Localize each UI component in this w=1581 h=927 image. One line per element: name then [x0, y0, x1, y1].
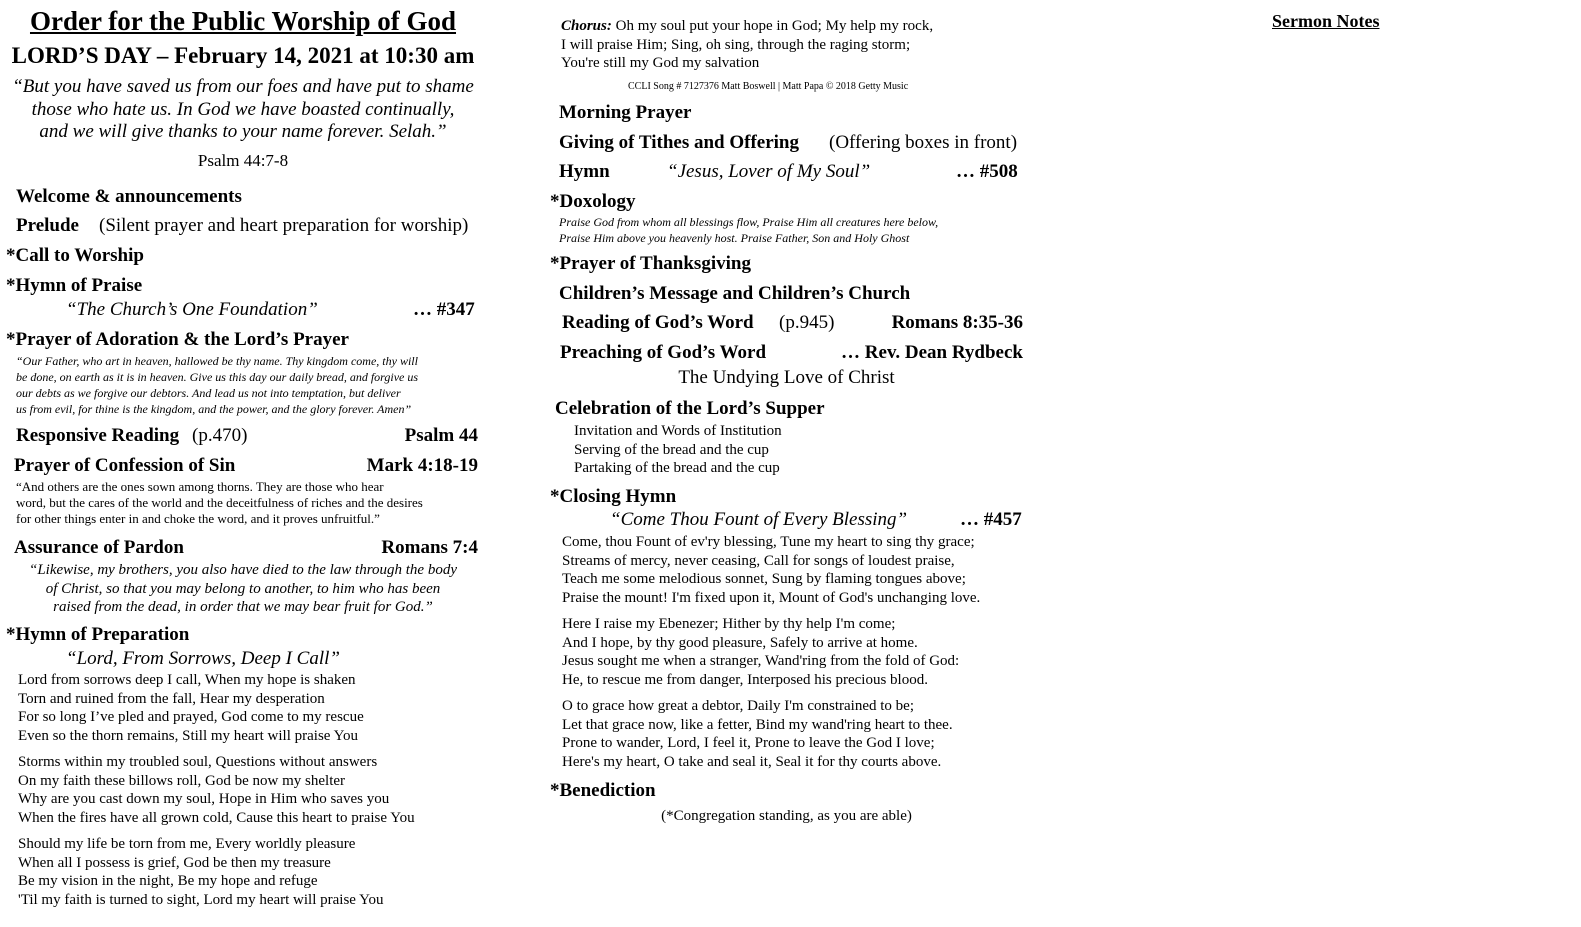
chorus-line	[561, 17, 933, 36]
hymn-verse	[18, 835, 383, 909]
verse-line: Let that grace now, like a fetter, Bind my wand'ring heart to thee.	[562, 716, 953, 733]
doxology-heading: *Doxology	[550, 191, 636, 212]
text-line: for other things enter in and choke the word, and it proves unfruitful.”	[16, 511, 380, 526]
verse-line: Storms within my troubled soul, Questions without answers	[18, 754, 378, 770]
list-item: Serving of the bread and the cup	[574, 441, 769, 458]
verse-line: Here I raise my Ebenezer; Hither by thy help I'm come;	[562, 616, 896, 632]
epigraph-reference: Psalm 44:7-8	[197, 151, 289, 170]
benediction-heading: *Benediction	[550, 780, 656, 801]
epigraph-line: those who hate us. In God we have boasted continually,	[31, 98, 455, 120]
reading-page: (p.945)	[779, 312, 835, 333]
hymn-title: “Jesus, Lover of My Soul”	[667, 161, 871, 182]
verse-line: When all I possess is grief, God be then my treasure	[18, 854, 331, 871]
childrens-message-heading: Children’s Message and Children’s Church	[559, 283, 911, 304]
prelude-heading: Prelude	[16, 215, 79, 236]
hymn-verse	[562, 697, 953, 771]
verse-line: Lord from sorrows deep I call, When my hope is shaken	[18, 672, 356, 688]
assurance-reference: Romans 7:4	[381, 537, 478, 558]
verse-line: Jesus sought me when a stranger, Wand'ring from the fold of God:	[562, 653, 960, 669]
verse-line: When the fires have all grown cold, Cause this heart to praise You	[18, 809, 415, 826]
service-date: LORD’S DAY – February 14, 2021 at 10:30 am	[11, 43, 475, 68]
text-line: raised from the dead, in order that we may bear fruit for God.”	[53, 599, 433, 615]
chorus-line: You're still my God my salvation	[561, 55, 760, 71]
hymn-of-preparation-heading: *Hymn of Preparation	[6, 624, 190, 645]
reading-heading: Reading of God’s Word	[562, 312, 754, 333]
verse-line: And I hope, by thy good pleasure, Safely to arrive at home.	[562, 634, 918, 651]
chorus	[561, 17, 933, 73]
doxology-text	[559, 214, 938, 246]
hymn-heading: Hymn	[559, 161, 610, 182]
morning-prayer-heading: Morning Prayer	[559, 102, 692, 123]
text-line: “Likewise, my brothers, you also have died to the law through the body	[28, 562, 457, 578]
lords-supper-items	[574, 422, 782, 478]
hymn-number: … #508	[956, 161, 1018, 182]
hymn-of-praise-title: “The Church’s One Foundation”	[66, 299, 318, 320]
prelude-note: (Silent prayer and heart preparation for worship)	[99, 215, 469, 236]
closing-hymn-title: “Come Thou Fount of Every Blessing”	[610, 509, 908, 530]
preacher-name: … Rev. Dean Rydbeck	[841, 342, 1023, 363]
verse-line: Should my life be torn from me, Every worldly pleasure	[18, 836, 356, 852]
assurance-text	[0, 561, 486, 617]
text-line: of Christ, so that you may belong to another, to him who has been	[45, 580, 441, 597]
chorus-first-line: Oh my soul put your hope in God; My help my rock,	[615, 18, 934, 34]
epigraph-line: “But you have saved us from our foes and have put to shame	[12, 76, 474, 97]
call-to-worship-heading: *Call to Worship	[6, 245, 144, 266]
page-title: Order for the Public Worship of God	[29, 6, 457, 36]
text-line: Praise God from whom all blessings flow, Praise Him all creatures here below,	[559, 215, 939, 229]
verse-line: Teach me some melodious sonnet, Sung by flaming tongues above;	[562, 571, 966, 587]
standing-note: (*Congregation standing, as you are able)	[661, 808, 912, 824]
list-item: Invitation and Words of Institution	[574, 423, 782, 439]
confession-reference: Mark 4:18-19	[366, 455, 478, 476]
ccli-notice: CCLI Song # 7127376 Matt Boswell | Matt Papa © 2018 Getty Music	[628, 81, 909, 92]
chorus-label: Chorus:	[561, 18, 612, 34]
verse-line: Even so the thorn remains, Still my heart will praise You	[18, 727, 358, 744]
hymn-verse	[562, 615, 959, 689]
hymn-verse	[562, 533, 980, 607]
epigraph-line: and we will give thanks to your name forever. Selah.”	[39, 121, 447, 142]
verse-line: Torn and ruined from the fall, Hear my desperation	[18, 690, 325, 707]
epigraph	[0, 76, 486, 144]
welcome-heading: Welcome & announcements	[16, 186, 242, 207]
verse-line: Be my vision in the night, Be my hope and refuge	[18, 873, 318, 889]
text-line: “Our Father, who art in heaven, hallowed be thy name. Thy kingdom come, thy will	[16, 354, 418, 368]
verse-line: He, to rescue me from danger, Interposed his precious blood.	[562, 671, 928, 688]
adoration-heading: *Prayer of Adoration & the Lord’s Prayer	[6, 329, 349, 350]
verse-line: Streams of mercy, never ceasing, Call for songs of loudest praise,	[562, 552, 955, 569]
responsive-reading-heading: Responsive Reading	[16, 425, 180, 446]
text-line: our debts as we forgive our debtors. And lead us not into temptation, but deliver	[16, 386, 401, 400]
sermon-title: The Undying Love of Christ	[678, 367, 895, 388]
verse-line: Come, thou Fount of ev'ry blessing, Tune my heart to sing thy grace;	[562, 534, 975, 550]
closing-hymn-number: … #457	[960, 509, 1022, 530]
text-line: us from evil, for thine is the kingdom, and the power, and the glory forever. Amen”	[16, 402, 412, 416]
reading-reference: Romans 8:35-36	[891, 312, 1023, 333]
verse-line: Praise the mount! I'm fixed upon it, Mount of God's unchanging love.	[562, 589, 981, 606]
tithes-heading: Giving of Tithes and Offering	[559, 132, 799, 153]
text-line: be done, on earth as it is in heaven. Give us this day our daily bread, and forgive us	[16, 370, 419, 384]
confession-heading: Prayer of Confession of Sin	[14, 455, 236, 476]
verse-line: For so long I’ve pled and prayed, God come to my rescue	[18, 709, 364, 725]
verse-line: Prone to wander, Lord, I feel it, Prone to leave the God I love;	[562, 735, 935, 751]
list-item: Partaking of the bread and the cup	[574, 460, 780, 476]
lords-supper-heading: Celebration of the Lord’s Supper	[555, 398, 825, 419]
verse-line: On my faith these billows roll, God be now my shelter	[18, 772, 346, 789]
thanksgiving-heading: *Prayer of Thanksgiving	[550, 253, 751, 274]
verse-line: Why are you cast down my soul, Hope in Him who saves you	[18, 791, 390, 807]
assurance-heading: Assurance of Pardon	[14, 537, 184, 558]
closing-hymn-heading: *Closing Hymn	[550, 486, 677, 507]
verse-line: O to grace how great a debtor, Daily I'm constrained to be;	[562, 698, 914, 714]
hymn-of-praise-heading: *Hymn of Praise	[6, 275, 143, 296]
responsive-reading-reference: Psalm 44	[404, 425, 478, 446]
responsive-reading-page: (p.470)	[192, 425, 248, 446]
sermon-notes-heading: Sermon Notes	[1272, 11, 1380, 31]
verse-line: 'Til my faith is turned to sight, Lord my heart will praise You	[18, 891, 384, 908]
tithes-note: (Offering boxes in front)	[829, 132, 1018, 153]
text-line: “And others are the ones sown among thorns. They are those who hear	[16, 479, 384, 494]
chorus-line: I will praise Him; Sing, oh sing, through the raging storm;	[561, 36, 911, 53]
hymn-verse	[18, 671, 364, 745]
hymn-verse	[18, 753, 415, 827]
verse-line: Here's my heart, O take and seal it, Seal it for thy courts above.	[562, 753, 942, 770]
hymn-of-praise-number: … #347	[413, 299, 475, 320]
lords-prayer-text	[16, 353, 418, 417]
hymn-of-preparation-title: “Lord, From Sorrows, Deep I Call”	[66, 648, 340, 669]
preaching-heading: Preaching of God’s Word	[560, 342, 767, 363]
text-line: word, but the cares of the world and the deceitfulness of riches and the desires	[16, 495, 423, 510]
confession-text	[16, 479, 423, 527]
text-line: Praise Him above you heavenly host. Praise Father, Son and Holy Ghost	[559, 231, 910, 245]
